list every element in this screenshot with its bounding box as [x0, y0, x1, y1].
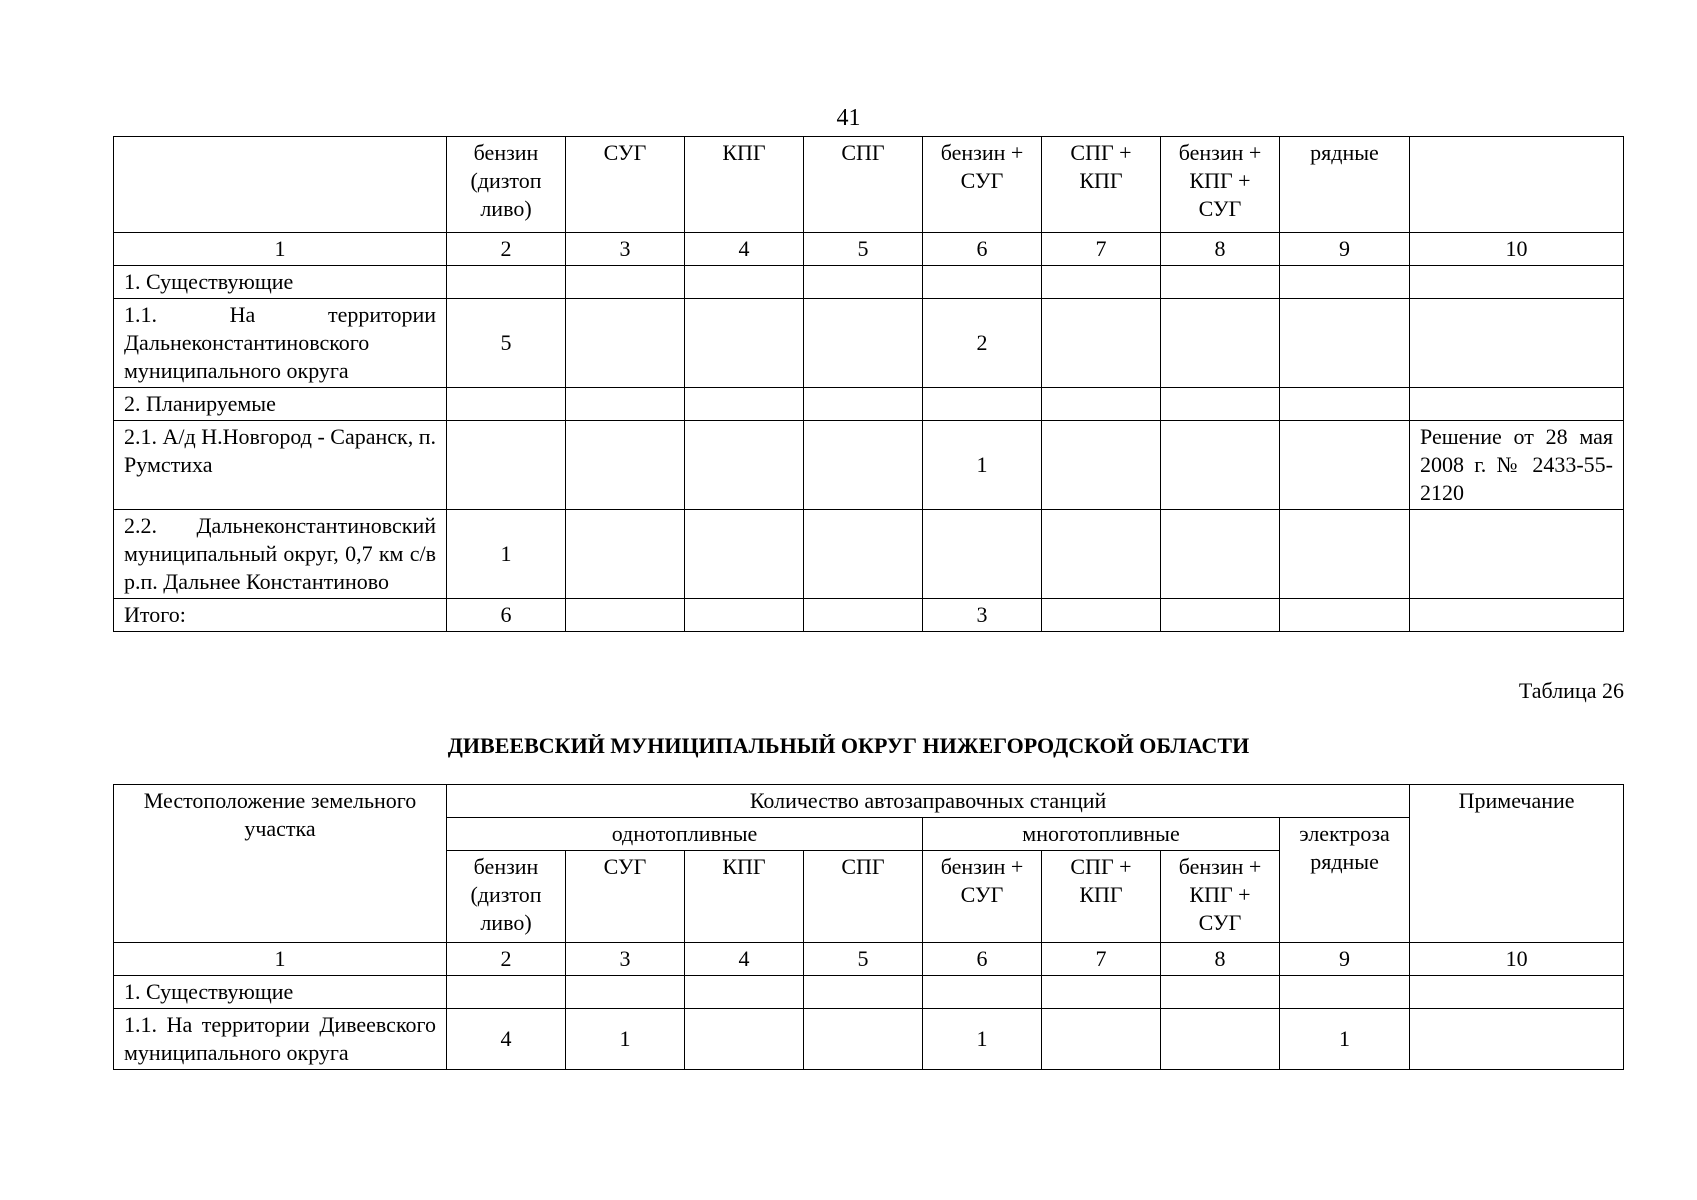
col-num: 5: [804, 233, 923, 266]
cell: [1410, 388, 1624, 421]
col-num: 3: [566, 233, 685, 266]
cell: [447, 421, 566, 510]
table-row: [114, 421, 1624, 510]
cell: 6: [447, 599, 566, 632]
cell: 5: [447, 299, 566, 388]
col-num: 2: [447, 233, 566, 266]
col-num: 4: [685, 233, 804, 266]
header-electric-tail: рядные: [1280, 137, 1410, 233]
cell: [1410, 510, 1624, 599]
cell: [804, 1009, 923, 1070]
header-single-fuel: однотопливные: [447, 818, 923, 851]
cell: [1280, 299, 1410, 388]
header-note: Примечание: [1410, 785, 1624, 943]
header-electric: электроза рядные: [1280, 818, 1410, 943]
cell: [566, 976, 685, 1009]
col-num: 9: [1280, 233, 1410, 266]
col-num: 7: [1042, 943, 1161, 976]
cell: [923, 266, 1042, 299]
cell: [566, 599, 685, 632]
cell: [1410, 1009, 1624, 1070]
fuel-header-row: [114, 137, 1624, 233]
row-label: 2. Планируемые: [114, 388, 447, 421]
header-gasoline-lpg: бензин + СУГ: [923, 137, 1042, 233]
cell: [1410, 299, 1624, 388]
cell: [804, 599, 923, 632]
cell: [1410, 599, 1624, 632]
cell: [447, 976, 566, 1009]
col-num: 5: [804, 943, 923, 976]
cell: [1161, 266, 1280, 299]
cell: [1042, 421, 1161, 510]
col-num: 4: [685, 943, 804, 976]
col-num: 10: [1410, 943, 1624, 976]
col-num: 6: [923, 233, 1042, 266]
cell: [685, 1009, 804, 1070]
table-title: ДИВЕЕВСКИЙ МУНИЦИПАЛЬНЫЙ ОКРУГ НИЖЕГОРОДСКОЙ ОБЛАСТИ: [447, 733, 1250, 758]
table-diveevsky: [113, 784, 1624, 1070]
table-row: [114, 976, 1624, 1009]
cell: 4: [447, 1009, 566, 1070]
header-cng: КПГ: [685, 851, 804, 943]
cell: [566, 299, 685, 388]
cell: [804, 299, 923, 388]
cell: 2: [923, 299, 1042, 388]
cell: [1280, 421, 1410, 510]
cell: [923, 388, 1042, 421]
cell: [804, 421, 923, 510]
col-num: 9: [1280, 943, 1410, 976]
row-label: 2.2. Дальнеконстантиновский муниципальный округ, 0,7 км с/в р.п. Дальнее Константиново: [114, 510, 447, 599]
cell: [685, 976, 804, 1009]
cell: [566, 388, 685, 421]
row-label: 2.1. А/д Н.Новгород - Саранск, п. Румстиха: [114, 421, 447, 510]
header-cng: КПГ: [685, 137, 804, 233]
cell: [447, 266, 566, 299]
header-lng: СПГ: [804, 137, 923, 233]
table-row: [114, 299, 1624, 388]
cell: [1161, 976, 1280, 1009]
header-location: Местоположение земельного участка: [114, 785, 447, 943]
row-label: 1.1. На территории Дивеевского муниципального округа: [114, 1009, 447, 1070]
cell: [1280, 266, 1410, 299]
note-cell: Решение от 28 мая 2008 г. № 2433-55-2120: [1410, 421, 1624, 510]
header-gasoline: бензин (дизтоп ливо): [447, 137, 566, 233]
header-note-blank: [1410, 137, 1624, 233]
cell: [1161, 599, 1280, 632]
cell: 1: [923, 421, 1042, 510]
cell: [1280, 599, 1410, 632]
cell: [804, 388, 923, 421]
cell: 1: [923, 1009, 1042, 1070]
cell: [566, 421, 685, 510]
cell: [1042, 266, 1161, 299]
cell: [1280, 976, 1410, 1009]
col-num: 3: [566, 943, 685, 976]
cell: [1161, 299, 1280, 388]
header-row-1: [114, 785, 1624, 818]
col-num: 7: [1042, 233, 1161, 266]
cell: 1: [447, 510, 566, 599]
cell: [685, 266, 804, 299]
col-num: 8: [1161, 233, 1280, 266]
row-label: 1. Существующие: [114, 976, 447, 1009]
cell: [685, 388, 804, 421]
header-gasoline-cng-lpg: бензин + КПГ + СУГ: [1161, 851, 1280, 943]
cell: [1161, 1009, 1280, 1070]
cell: 3: [923, 599, 1042, 632]
page-number: 41: [836, 105, 861, 131]
table-dalnekonstantinovsky: [113, 136, 1624, 632]
header-gasoline-cng-lpg: бензин + КПГ + СУГ: [1161, 137, 1280, 233]
cell: [566, 510, 685, 599]
cell: [804, 510, 923, 599]
cell: [1161, 388, 1280, 421]
col-num: 1: [114, 233, 447, 266]
table-row: [114, 1009, 1624, 1070]
header-lng-cng: СПГ + КПГ: [1042, 137, 1161, 233]
cell: [1161, 510, 1280, 599]
row-label: 1.1. На территории Дальнеконстантиновского муниципального округа: [114, 299, 447, 388]
column-number-row: [114, 943, 1624, 976]
header-lpg: СУГ: [566, 851, 685, 943]
cell: [566, 266, 685, 299]
cell: [685, 299, 804, 388]
cell: [1042, 1009, 1161, 1070]
col-num: 1: [114, 943, 447, 976]
cell: [804, 266, 923, 299]
cell: [1042, 299, 1161, 388]
col-num: 8: [1161, 943, 1280, 976]
header-lpg: СУГ: [566, 137, 685, 233]
cell: [1280, 510, 1410, 599]
cell: [1042, 510, 1161, 599]
table-row: [114, 266, 1624, 299]
header-gasoline: бензин (дизтоп ливо): [447, 851, 566, 943]
col-num: 6: [923, 943, 1042, 976]
cell: [1280, 388, 1410, 421]
header-lng-cng: СПГ + КПГ: [1042, 851, 1161, 943]
cell: [1042, 388, 1161, 421]
header-station-count: Количество автозаправочных станций: [447, 785, 1410, 818]
header-gasoline-lpg: бензин + СУГ: [923, 851, 1042, 943]
cell: [923, 510, 1042, 599]
column-number-row: [114, 233, 1624, 266]
header-lng: СПГ: [804, 851, 923, 943]
cell: [685, 510, 804, 599]
row-label: 1. Существующие: [114, 266, 447, 299]
cell: [1410, 976, 1624, 1009]
table-number: Таблица 26: [1518, 678, 1624, 703]
cell: [804, 976, 923, 1009]
col-num: 2: [447, 943, 566, 976]
col-num: 10: [1410, 233, 1624, 266]
cell: 1: [566, 1009, 685, 1070]
row-label: Итого:: [114, 599, 447, 632]
cell: [1042, 976, 1161, 1009]
table-row: [114, 388, 1624, 421]
header-multi-fuel: многотопливные: [923, 818, 1280, 851]
cell: [1042, 599, 1161, 632]
cell: [1410, 266, 1624, 299]
cell: [685, 599, 804, 632]
header-blank: [114, 137, 447, 233]
cell: [923, 976, 1042, 1009]
cell: [1161, 421, 1280, 510]
cell: 1: [1280, 1009, 1410, 1070]
cell: [685, 421, 804, 510]
total-row: [114, 599, 1624, 632]
cell: [447, 388, 566, 421]
table-row: [114, 510, 1624, 599]
